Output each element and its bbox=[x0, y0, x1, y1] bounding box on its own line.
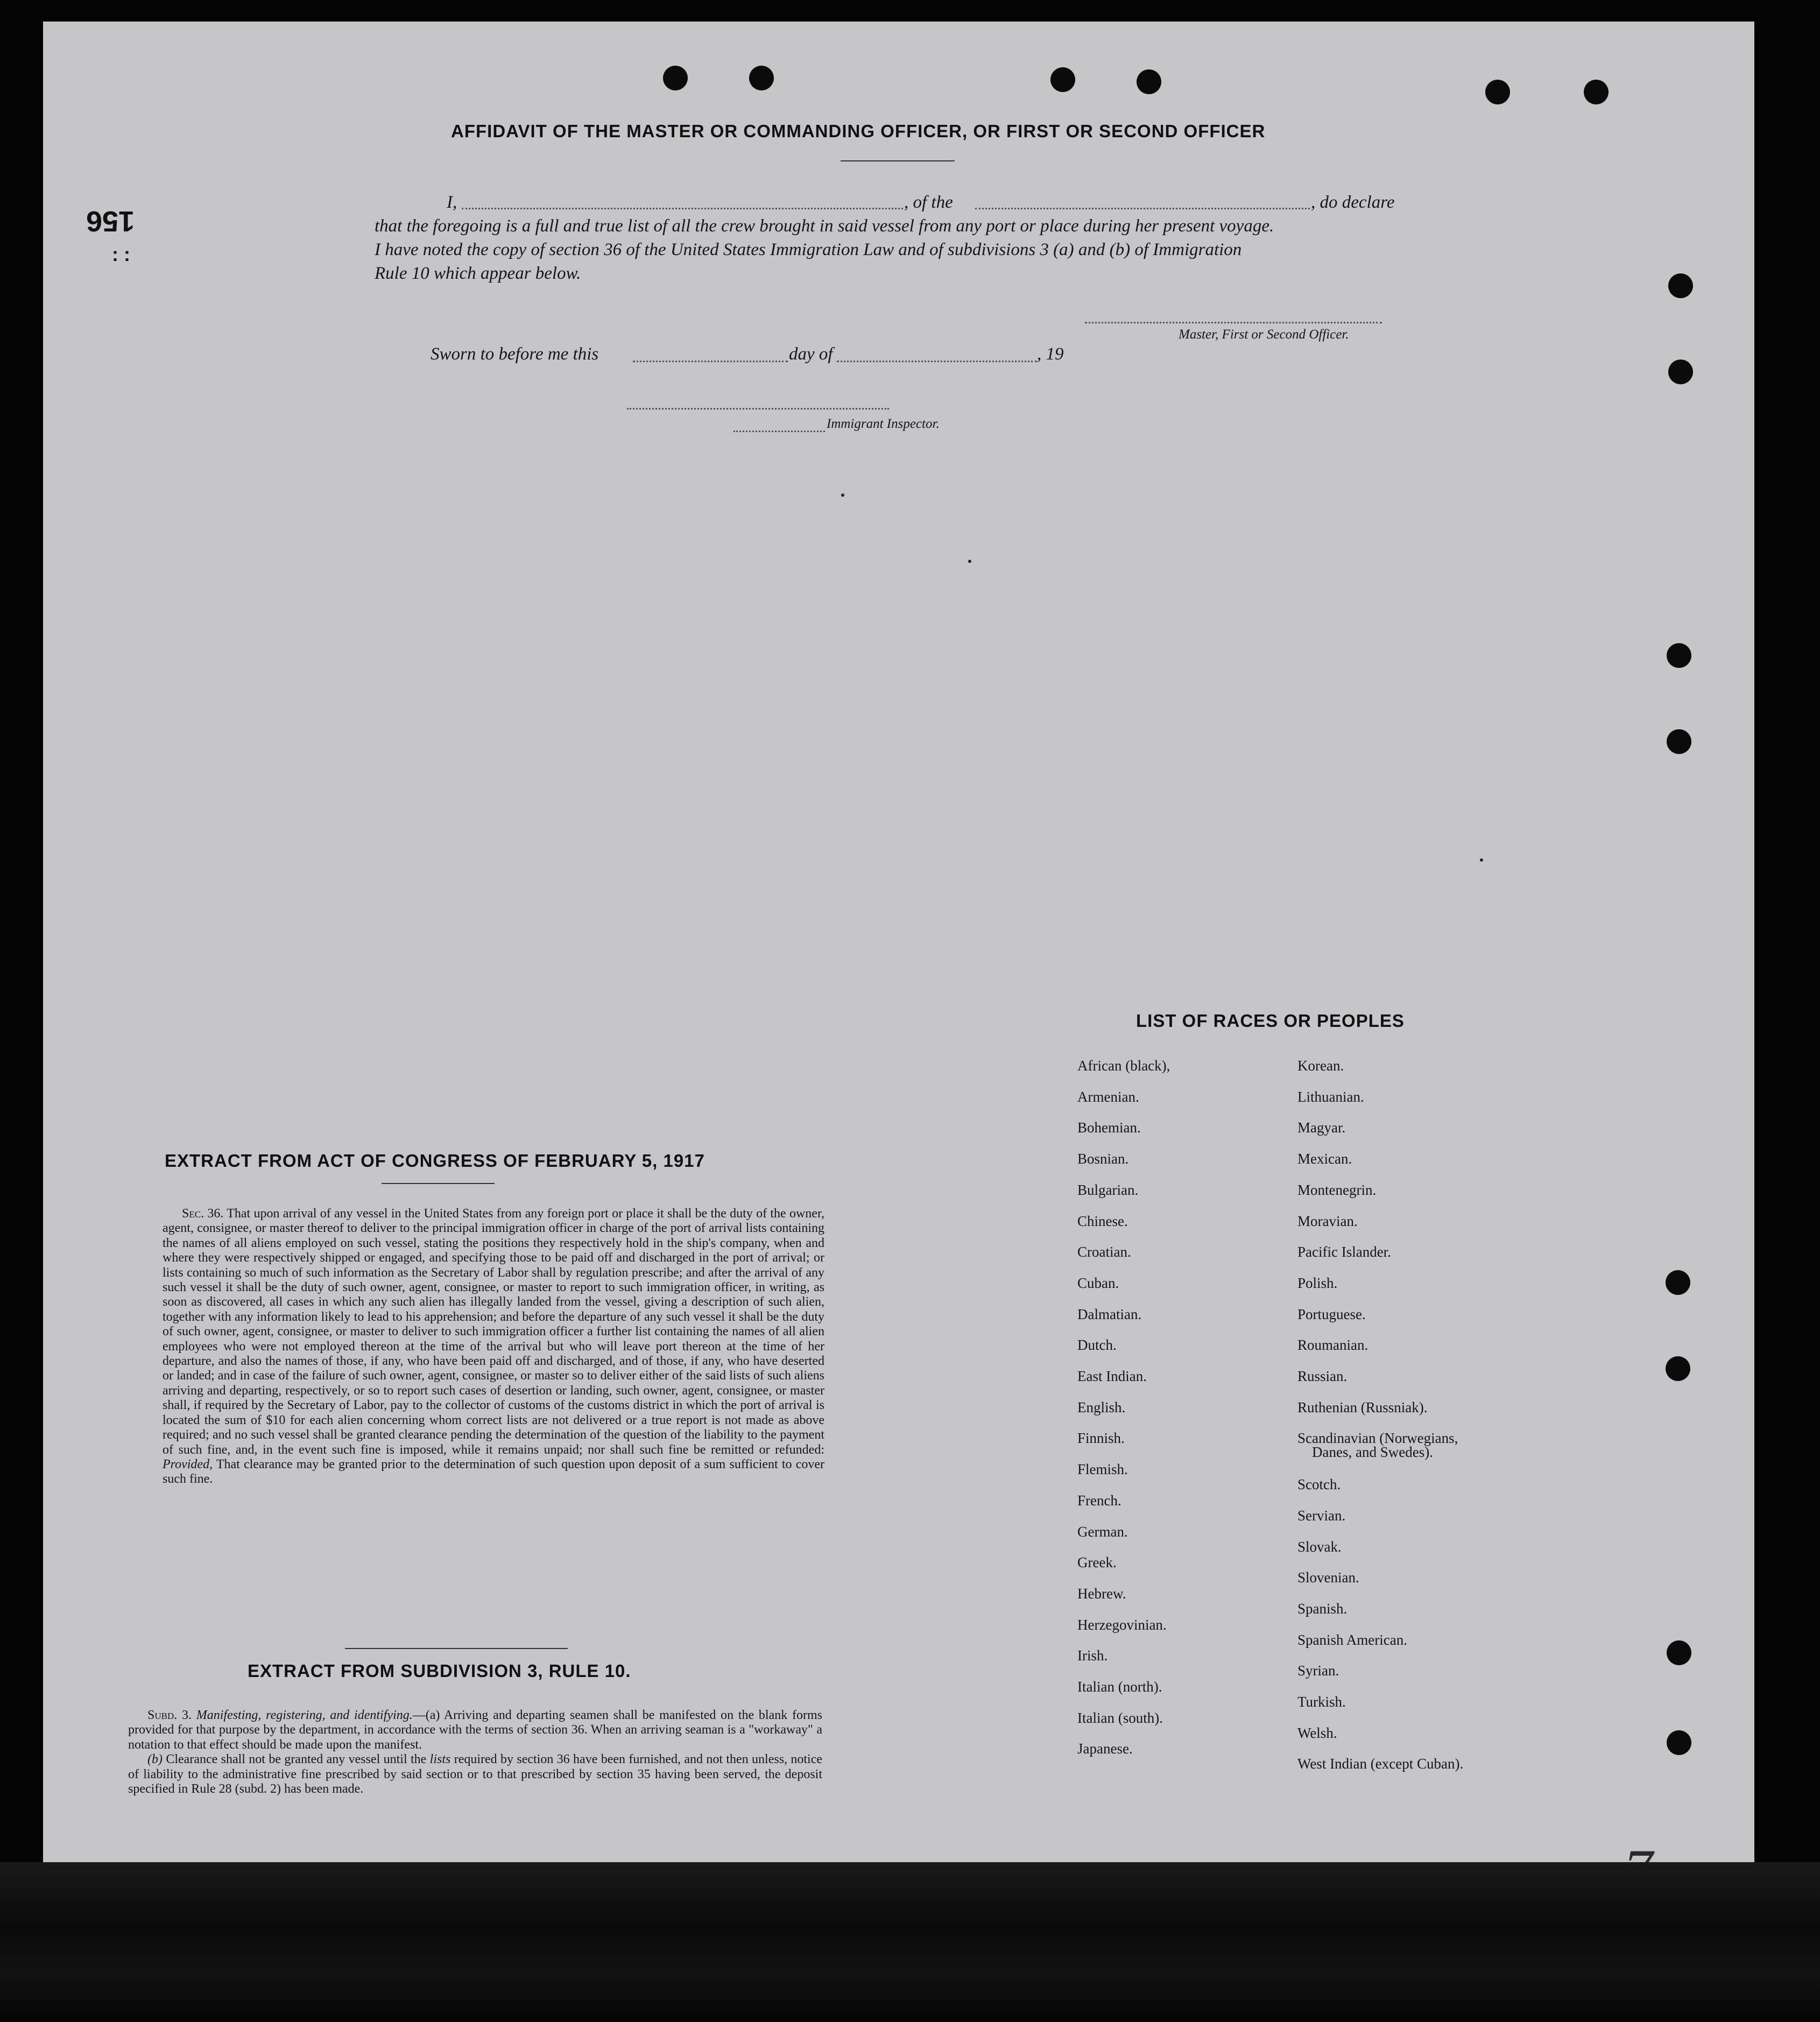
proviso-label: Provided, bbox=[163, 1457, 213, 1471]
congress-extract-body bbox=[163, 1207, 824, 1487]
race-item: Cuban. bbox=[1077, 1274, 1119, 1291]
para-a-text: Arriving and departing seamen shall be manifested on the blank forms provided for that purpose by the department, in accordance with the terms of section 36. When an arriving seaman is a "workaway" a notation to that effect should be made upon the manifest. bbox=[128, 1708, 822, 1752]
affidavit-line2: that the foregoing is a full and true list of all the crew brought in said vessel from any port or place during her present voyage. bbox=[375, 216, 1274, 236]
race-item: Syrian. bbox=[1297, 1662, 1339, 1679]
race-item: Welsh. bbox=[1297, 1724, 1337, 1741]
race-item: Servian. bbox=[1297, 1507, 1346, 1524]
section-label: Sec. 36. bbox=[182, 1207, 224, 1221]
race-item: Herzegovinian. bbox=[1077, 1616, 1167, 1633]
race-item: Bulgarian. bbox=[1077, 1181, 1139, 1198]
inspector-signature-line bbox=[627, 408, 889, 410]
race-item: German. bbox=[1077, 1523, 1128, 1540]
binder-hole bbox=[1667, 643, 1691, 668]
race-item: Pacific Islander. bbox=[1297, 1244, 1391, 1260]
binder-hole bbox=[1485, 80, 1510, 104]
race-item: Armenian. bbox=[1077, 1088, 1139, 1105]
extract-divider bbox=[345, 1648, 568, 1649]
film-edge bbox=[0, 1862, 1820, 2022]
race-item: Irish. bbox=[1077, 1647, 1108, 1664]
master-signature-line bbox=[1085, 322, 1382, 323]
race-item: West Indian (except Cuban). bbox=[1297, 1756, 1464, 1772]
race-item: Scotch. bbox=[1297, 1476, 1341, 1493]
race-item: Italian (north). bbox=[1077, 1679, 1162, 1695]
congress-extract-title: EXTRACT FROM ACT OF CONGRESS OF FEBRUARY 5, 1917 bbox=[165, 1151, 705, 1171]
race-item: Bohemian. bbox=[1077, 1119, 1141, 1136]
race-item: Croatian. bbox=[1077, 1244, 1131, 1260]
para-b-lists: lists bbox=[429, 1752, 451, 1767]
vessel-blank bbox=[975, 208, 1310, 209]
binder-hole bbox=[749, 66, 774, 90]
race-item: Moravian. bbox=[1297, 1213, 1358, 1229]
race-item: Montenegrin. bbox=[1297, 1181, 1377, 1198]
stamp-number: 156 bbox=[86, 205, 135, 237]
para-b-text-1: Clearance shall not be granted any vessel until the bbox=[166, 1752, 427, 1767]
binder-hole bbox=[1666, 1356, 1690, 1381]
sworn-month-blank bbox=[837, 361, 1037, 362]
title-rule bbox=[841, 160, 955, 161]
affidavit-title: AFFIDAVIT OF THE MASTER OR COMMANDING OFFICER, OR FIRST OR SECOND OFFICER bbox=[451, 121, 1266, 141]
race-item: Dalmatian. bbox=[1077, 1306, 1142, 1322]
rule-extract-title: EXTRACT FROM SUBDIVISION 3, RULE 10. bbox=[248, 1661, 631, 1681]
binder-hole bbox=[1667, 729, 1691, 754]
affidavit-line1-of-the: , of the bbox=[904, 193, 953, 212]
race-item: Lithuanian. bbox=[1297, 1088, 1364, 1105]
race-item: Polish. bbox=[1297, 1274, 1338, 1291]
congress-title-rule bbox=[382, 1183, 495, 1184]
race-item: Spanish American. bbox=[1297, 1631, 1407, 1648]
race-item: Danes, and Swedes). bbox=[1312, 1444, 1433, 1461]
sworn-year: , 19 bbox=[1037, 344, 1064, 364]
race-item: Chinese. bbox=[1077, 1213, 1128, 1229]
manifest-page bbox=[43, 22, 1754, 1862]
stamp-mark: : : bbox=[112, 243, 130, 265]
ink-speck bbox=[968, 560, 971, 563]
sworn-prefix: Sworn to before me this bbox=[431, 344, 599, 364]
section-text: That upon arrival of any vessel in the United States from any foreign port or place it shall be the duty of the owner, agent, consignee, or master thereof to deliver to the principal immigration officer in charge of the port of arrival lists containing the names of all aliens employed on such vessel, stating the positions they respectively hold in the ship's company, when and where they were respectively shipped or engaged, and specifying those to be paid off and discharged in the port of arrival; or lists containing so much of such information as the Secretary of Labor shall by regulation prescribe; and after the arrival of any such vessel it shall be the duty of such owner, agent, consignee, or master to report to such immigration officer, in writing, as soon as discovered, all cases in which any such alien has illegally landed from the vessel, giving a description of such alien, together with any information likely to lead to his apprehension; and before the departure of any such vessel it shall be the duty of such owner, agent, consignee, or master to deliver to such immigration officer a further list containing the names of all alien employees who were not employed thereon at the time of the arrival but who will leave port thereon at the time of her departure, and also the names of those, if any, who have been paid off and discharged, and of those, if any, who have deserted or landed; and in case of the failure of such owner, agent, consignee, or master so to deliver either of the said lists of such aliens arriving and departing, respectively, or so to report such cases of desertion or landing, such owner, agent, consignee, or master shall, if required by the Secretary of Labor, pay to the collector of customs of the customs district in which the port of arrival is located the sum of $10 for each alien concerning whom correct lists are not delivered or a true report is not made as above required; and no such vessel shall be granted clearance pending the determination of the question of the liability to the payment of such fine, and, in the event such fine is imposed, while it remains unpaid; nor shall such fine be remitted or refunded: bbox=[163, 1207, 824, 1457]
race-item: Ruthenian (Russniak). bbox=[1297, 1399, 1428, 1415]
race-item: African (black), bbox=[1077, 1058, 1170, 1074]
affidavit-line4: Rule 10 which appear below. bbox=[375, 264, 581, 283]
affidavit-line1-i: I, bbox=[447, 193, 457, 212]
affidavit-line3: I have noted the copy of section 36 of the United States Immigration Law and of subdivisions 3 (a) and (b) of Immigration bbox=[375, 240, 1242, 259]
race-item: French. bbox=[1077, 1492, 1121, 1509]
race-item: Italian (south). bbox=[1077, 1709, 1163, 1726]
para-a-label: —(a) bbox=[412, 1708, 440, 1722]
race-item: Slovak. bbox=[1297, 1538, 1342, 1555]
binder-hole bbox=[1137, 69, 1161, 94]
binder-hole bbox=[1668, 273, 1693, 298]
race-item: Mexican. bbox=[1297, 1151, 1352, 1167]
binder-hole bbox=[1667, 1730, 1691, 1755]
race-item: Magyar. bbox=[1297, 1119, 1346, 1136]
race-item: Scandinavian (Norwegians, bbox=[1297, 1430, 1458, 1447]
race-item: Bosnian. bbox=[1077, 1151, 1129, 1167]
race-item: Portuguese. bbox=[1297, 1306, 1366, 1322]
binder-hole bbox=[1668, 360, 1693, 384]
race-item: Dutch. bbox=[1077, 1337, 1117, 1354]
race-item: Korean. bbox=[1297, 1058, 1344, 1074]
inspector-label: Immigrant Inspector. bbox=[827, 417, 940, 431]
binder-hole bbox=[1050, 67, 1075, 92]
inspector-prefix-line bbox=[733, 431, 825, 432]
race-item: Hebrew. bbox=[1077, 1585, 1126, 1602]
race-item: Japanese. bbox=[1077, 1741, 1133, 1757]
race-item: Greek. bbox=[1077, 1554, 1117, 1571]
race-item: Flemish. bbox=[1077, 1461, 1128, 1478]
affidavit-line1-declare: , do declare bbox=[1311, 193, 1395, 212]
subd-label: Subd. 3. bbox=[147, 1708, 192, 1722]
race-item: Slovenian. bbox=[1297, 1569, 1359, 1586]
race-item: Russian. bbox=[1297, 1368, 1348, 1384]
race-item: Finnish. bbox=[1077, 1430, 1125, 1447]
proviso-text: That clearance may be granted prior to the determination of such question upon deposit of a sum sufficient to cover such fine. bbox=[163, 1457, 824, 1486]
rule-extract-body bbox=[128, 1708, 822, 1796]
para-b-text-2: required by section 36 have been furnished, and not then unless, notice of liability to the administrative fine prescribed by said section or to that prescribed by section 35 having been served, the deposit specified in Rule 28 (subd. 2) has been made. bbox=[128, 1752, 823, 1796]
sworn-day-blank bbox=[633, 361, 788, 362]
race-item: East Indian. bbox=[1077, 1368, 1147, 1384]
subd-heading: Manifesting, registering, and identifying. bbox=[196, 1708, 413, 1722]
race-item: Spanish. bbox=[1297, 1600, 1348, 1617]
races-list-title: LIST OF RACES OR PEOPLES bbox=[1136, 1011, 1405, 1031]
name-blank bbox=[462, 208, 903, 209]
sworn-day-of: day of bbox=[789, 344, 833, 364]
para-b-label: (b) bbox=[147, 1752, 163, 1767]
race-item: English. bbox=[1077, 1399, 1126, 1415]
binder-hole bbox=[663, 66, 688, 90]
ink-speck bbox=[841, 494, 844, 497]
binder-hole bbox=[1666, 1270, 1690, 1295]
race-item: Turkish. bbox=[1297, 1694, 1346, 1710]
race-item: Roumanian. bbox=[1297, 1337, 1368, 1354]
master-signature-label: Master, First or Second Officer. bbox=[1179, 327, 1349, 342]
ink-speck bbox=[1480, 858, 1483, 862]
binder-hole bbox=[1667, 1640, 1691, 1665]
binder-hole bbox=[1584, 80, 1609, 104]
